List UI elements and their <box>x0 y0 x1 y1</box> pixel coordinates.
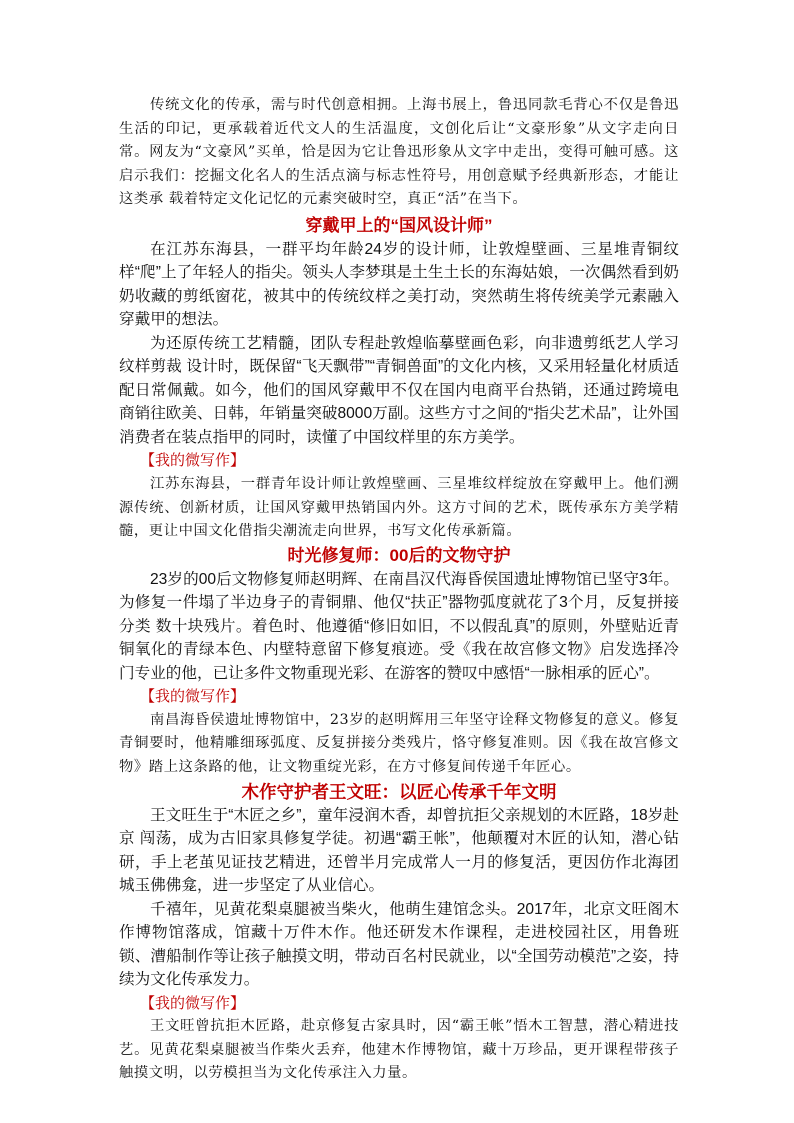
section-title-woodwork-guardian: 木作守护者王文旺：以匠心传承千年文明 <box>241 781 557 802</box>
section-title-nail-designer: 穿戴甲上的“国风设计师” <box>305 215 493 235</box>
section-title-relic-restorer: 时光修复师：00后的文物守护 <box>287 545 511 565</box>
section-1-paragraph-2: 为还原传统工艺精髓，团队专程赴敦煌临摹壁画色彩，向非遗剪纸艺人学习纹样剪裁 设计时，既保留“飞天飘带”“青铜兽面”的文化内核，又采用轻量化材质适配日常佩戴。如今，他们的国风穿戴甲不仅在国内电商平台热销，还通过跨境电商销往欧美、日韩，年销量突破8000万副。这些方寸之间的“指尖艺术品”，让外国消费者在装点指甲的同时，读懂了中国纹样里的东方美学。 <box>119 334 679 446</box>
section-2-paragraph-1: 23岁的00后文物修复师赵明辉、在南昌汉代海昏侯国遗址博物馆已坚守3年。为修复一件塌了半边身子的青铜鼎、他仅“扶正”器物弧度就花了3个月，反复拼接分类 数十块残片。着色时、他遵循“修旧如旧，不以假乱真”的原则，外壁贴近青铜氧化的青绿本色、内壁特意留下修复痕迹。受《我在故宫修文物》启发选择冷门专业的他，已让多件文物重现光彩、在游客的赞叹中感悟“一脉相承的匠心”。 <box>119 570 679 682</box>
micro-writing-text-1: 江苏东海县，一群青年设计师让敦煌壁画、三星堆纹样绽放在穿戴甲上。他们溯源传统、创新材质，让国风穿戴甲热销国内外。这方寸间的艺术，既传承东方美学精髓，更让中国文化借指尖潮流走向世界，书写文化传承新篇。 <box>119 475 679 540</box>
article-column <box>119 94 679 1086</box>
micro-writing-label-2: 【我的微写作】 <box>140 688 246 706</box>
micro-writing-text-3: 王文旺曾抗拒木匠路，赴京修复古家具时，因“霸王帐”悟木工智慧，潜心精进技艺。见黄花梨桌腿被当作柴火丢弃，他建木作博物馆，藏十万珍品，更开课程带孩子触摸文明，以劳模担当为文化传承注入力量。 <box>119 1018 679 1082</box>
section-3-paragraph-1: 王文旺生于“木匠之乡”，童年浸润木香，却曾抗拒父亲规划的木匠路，18岁赴京 闯荡，成为古旧家具修复学徒。初遇“霸王帐”，他颠覆对木匠的认知，潜心钻研，手上老茧见证技艺精进，还曾半月完成常人一月的修复活，更因仿作北海团城玉佛佛龛，进一步坚定了从业信心。 <box>119 806 679 895</box>
micro-writing-label-3: 【我的微写作】 <box>140 994 246 1012</box>
section-3-paragraph-2: 千禧年，见黄花梨桌腿被当柴火，他萌生建馆念头。2017年，北京文旺阁木作博物馆落成，馆藏十万件木作。他还研发木作课程，走进校园社区，用鲁班锁、漕船制作等让孩子触摸文明，带动百名村民就业，以“全国劳动模范”之姿，持续为文化传承发力。 <box>119 900 679 989</box>
section-1-paragraph-1: 在江苏东海县，一群平均年龄24岁的设计师，让敦煌壁画、三星堆青铜纹样“爬”上了年轻人的指尖。领头人李梦琪是土生土长的东海姑娘，一次偶然看到奶奶收藏的剪纸窗花，被其中的传统纹样之美打动，突然萌生将传统美学元素融入穿戴甲的想法。 <box>119 240 679 329</box>
micro-writing-text-2: 南昌海昏侯遗址博物馆中，23岁的赵明辉用三年坚守诠释文物修复的意义。修复青铜要时，他精雕细琢弧度、反复拼接分类残片，恪守修复准则。因《我在故宫修文物》踏上这条路的他，让文物重绽光彩，在方寸修复间传递千年匠心。 <box>119 711 679 775</box>
micro-writing-label-1: 【我的微写作】 <box>140 452 246 470</box>
intro-paragraph: 传统文化的传承，需与时代创意相拥。上海书展上，鲁迅同款毛背心不仅是鲁迅生活的印记，更承载着近代文人的生活温度，文创化后让“文豪形象”从文字走向日常。网友为“文豪风”买单，恰是因为它让鲁迅形象从文字中走出，变得可触可感。这启示我们：挖掘文化名人的生活点滴与标志性符号，用创意赋予经典新形态，才能让这类承 载着特定文化记忆的元素突破时空，真正“活”在当下。 <box>119 97 679 208</box>
